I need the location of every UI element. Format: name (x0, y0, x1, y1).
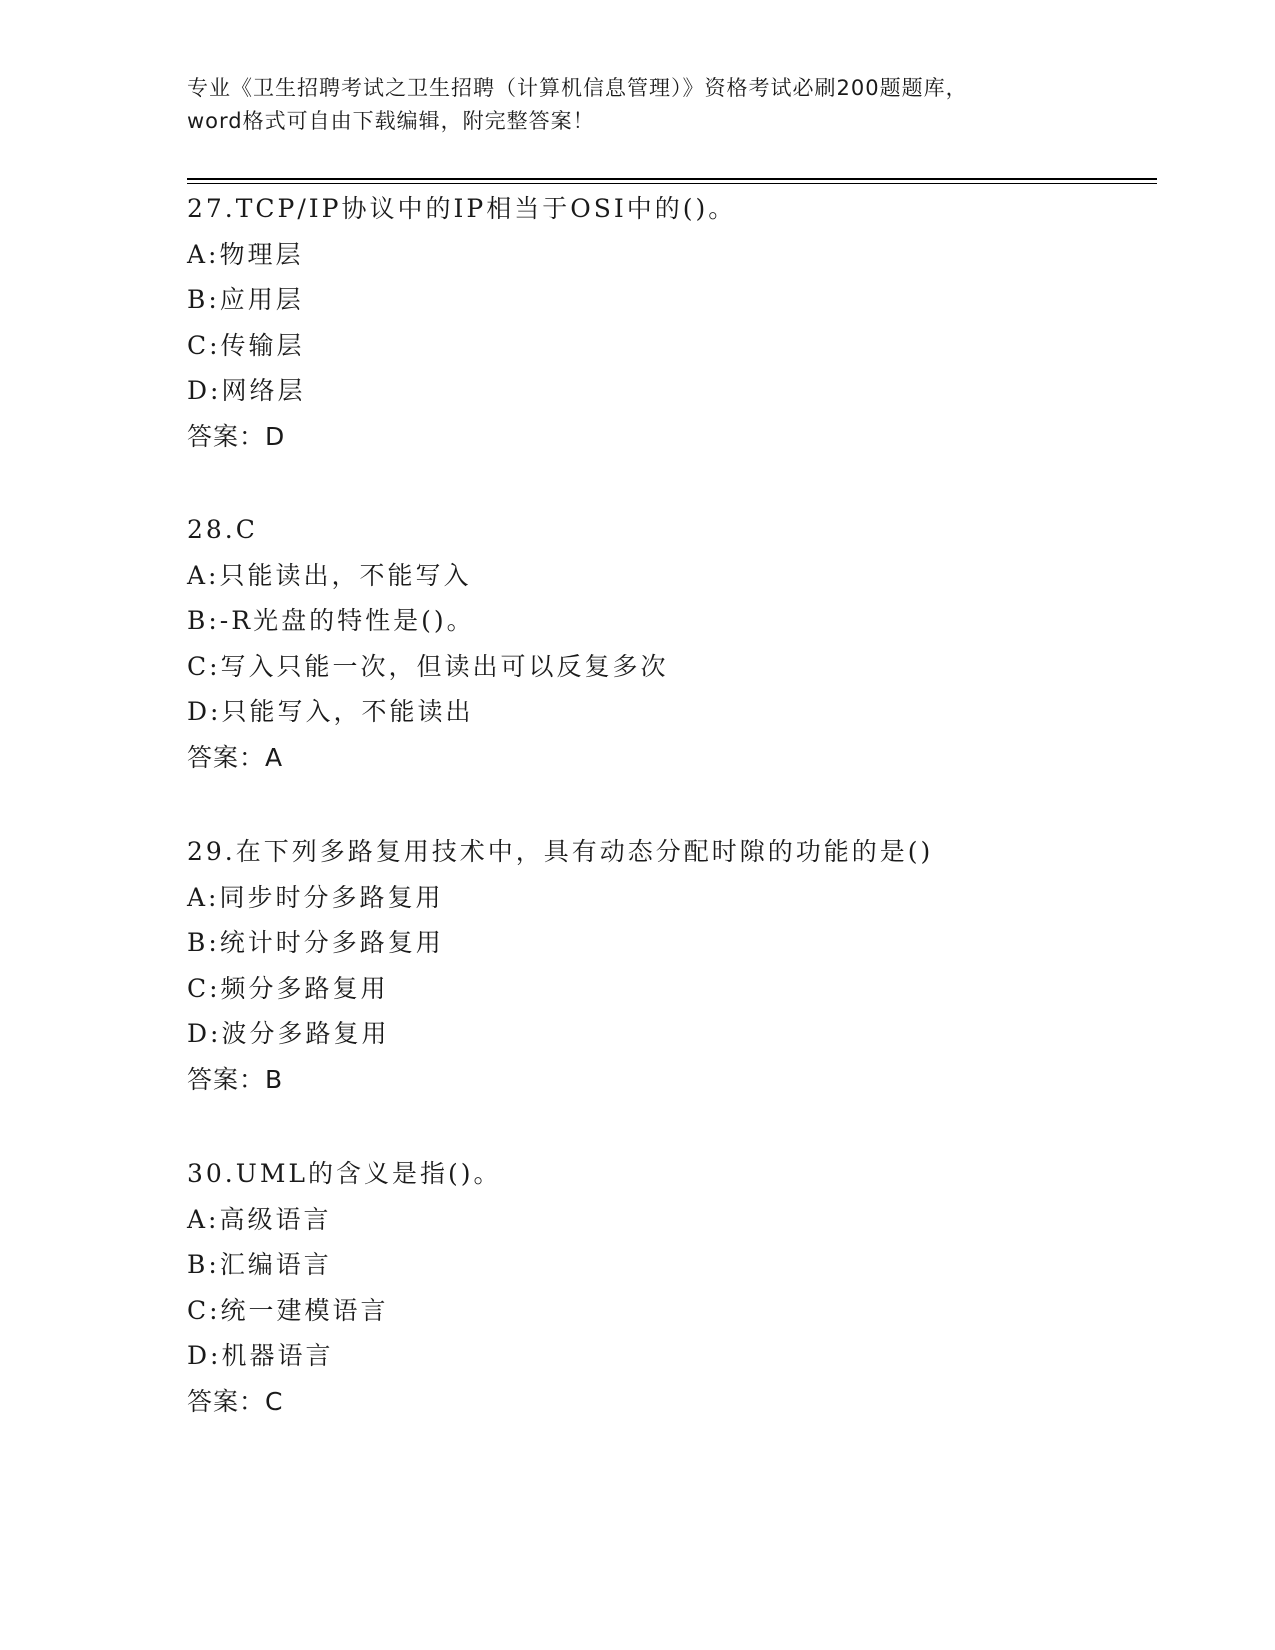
answer-line: 答案：D (187, 421, 286, 451)
answer-line: 答案：C (187, 1386, 284, 1416)
header-line-2: word格式可自由下载编辑，附完整答案！ (187, 109, 595, 133)
question-stem: 27.TCP/IP协议中的IP相当于OSI中的()。 (187, 194, 737, 223)
document-header (187, 72, 1087, 138)
question-block (187, 1151, 1087, 1424)
option-b: B:汇编语言 (187, 1250, 332, 1279)
option-d: D:波分多路复用 (187, 1019, 390, 1048)
question-block (187, 507, 1087, 780)
answer-line: 答案：A (187, 742, 284, 772)
answer-line: 答案：B (187, 1064, 284, 1094)
option-a: A:只能读出，不能写入 (187, 560, 472, 590)
question-block (187, 186, 1087, 459)
option-b: B:统计时分多路复用 (187, 928, 444, 957)
header-line-1: 专业《卫生招聘考试之卫生招聘（计算机信息管理）》资格考试必刷200题题库， (187, 76, 968, 100)
question-stem: 29.在下列多路复用技术中，具有动态分配时隙的功能的是() (187, 837, 934, 866)
option-c: C:传输层 (187, 330, 305, 360)
option-a: A:物理层 (187, 239, 304, 269)
option-c: C:写入只能一次，但读出可以反复多次 (187, 651, 669, 681)
option-b: B:-R光盘的特性是()。 (187, 606, 475, 635)
option-d: D:网络层 (187, 376, 306, 405)
option-b: B:应用层 (187, 285, 304, 314)
option-c: C:统一建模语言 (187, 1295, 389, 1325)
question-stem: 30.UML的含义是指()。 (187, 1159, 502, 1188)
option-c: C:频分多路复用 (187, 973, 389, 1003)
header-divider-thin (187, 183, 1157, 184)
question-block (187, 829, 1087, 1102)
option-d: D:只能写入，不能读出 (187, 697, 474, 726)
header-divider-thick (187, 178, 1157, 180)
option-d: D:机器语言 (187, 1341, 334, 1370)
question-stem: 28.C (187, 515, 258, 544)
option-a: A:高级语言 (187, 1204, 332, 1234)
option-a: A:同步时分多路复用 (187, 882, 444, 912)
